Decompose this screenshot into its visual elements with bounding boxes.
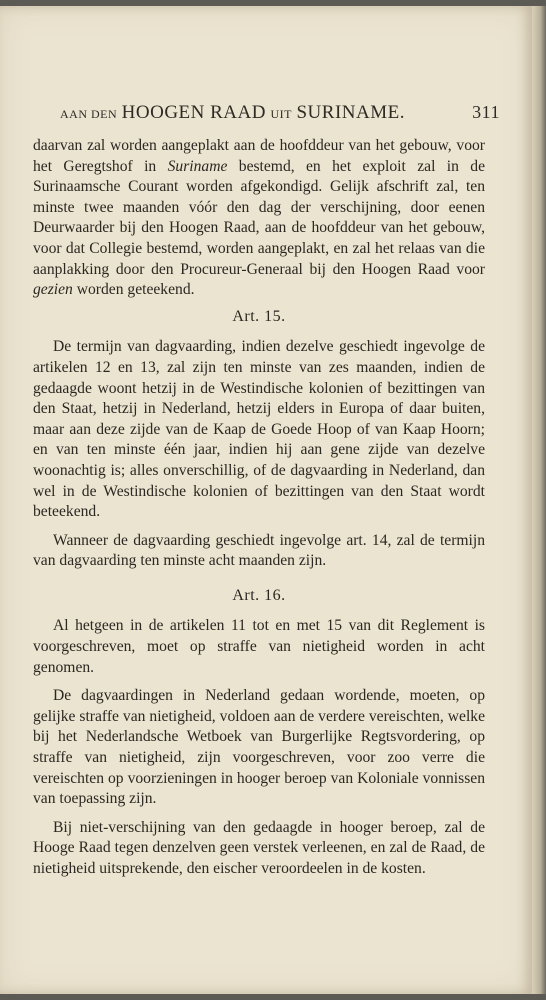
article-heading-16: Art. 16.	[232, 586, 286, 604]
article-heading-15: Art. 15.	[232, 307, 286, 325]
page-body	[33, 136, 485, 880]
page-edge	[532, 6, 546, 994]
running-head-end: SURINAME.	[296, 102, 405, 123]
spacer	[33, 523, 485, 531]
paragraph-art15-1: De termijn van dagvaarding, indien dezelve geschiedt ingevolge de artikelen 12 en 13, zal zijn ten minste van zes maanden, indien de gedaagde woont hetzij in de Westindische kolonien of bezittingen van den Staat, hetzij in Nederland, hetzij elders in Europa of daar buiten, maar aan deze zijde van de Kaap de Goede Hoop of van Kaap Hoorn; en van ten minste één jaar, indien hij aan gene zijde van dezelve woonachtig is; alles onverschillig, of de dagvaarding in Nederland, dan wel in de Westindische kolonien of bezittingen van den Staat wordt beteekend.	[33, 338, 485, 521]
italic-run: gezien	[33, 281, 73, 299]
paragraph-continued	[33, 136, 485, 301]
text-run: daarvan zal worden aangeplakt aan de hoofddeur van het gebouw, voor het Geregtshof in	[33, 137, 485, 175]
italic-run: Suriname	[167, 157, 228, 175]
text-run: worden geteekend.	[72, 281, 195, 299]
text-run: bestemd, en het exploit zal in de Surinaamsche Courant worden afgekondigd. Gelijk afschrift zal, ten minste twee maanden vóór den dag der verschijning, door eenen Deurwaarder bij den Hoogen Raad, aan de hoofddeur van het gebouw, voor dat Collegie bestemd, worden aangeplakt, en zal het relaas van die aanplakking door den Procureur-Generaal bij den Hoogen Raad voor	[33, 157, 486, 278]
paragraph-art16-2: De dagvaardingen in Nederland gedaan wordende, moeten, op gelijke straffe van nietigheid, voldoen aan de verdere vereischten, welke bij het Nederlandsche Wetboek van Burgerlijke Regtsvordering, op straffe van nietigheid, zijn voorgeschreven, voor zoo verre die vereischten op voorzieningen in hooger beroep van Koloniale vonnissen van toepassing zijn.	[33, 687, 485, 808]
paragraph-art16-3: Bij niet-verschijning van den gedaagde in hooger beroep, zal de Hooge Raad tegen denzelven geen verstek verleenen, en zal de Raad, de nietigheid uitsprekende, den eischer veroordeelen in de kosten.	[33, 818, 485, 877]
spacer	[33, 678, 485, 686]
running-title	[60, 102, 405, 124]
spacer	[33, 810, 485, 818]
book-page	[0, 6, 532, 994]
running-head-prefix: AAN DEN	[60, 107, 118, 121]
page-number: 311	[472, 102, 500, 122]
running-head-mid: UIT	[270, 107, 292, 121]
paragraph-art15-2: Wanneer de dagvaarding geschiedt ingevolge art. 14, zal de termijn van dagvaarding ten minste acht maanden zijn.	[33, 531, 485, 570]
running-head	[60, 102, 500, 124]
running-head-main: HOOGEN RAAD	[121, 102, 266, 123]
paragraph-art16-1: Al hetgeen in de artikelen 11 tot en met 15 van dit Reglement is voorgeschreven, moet op straffe van nietigheid worden in acht genomen.	[33, 617, 485, 676]
